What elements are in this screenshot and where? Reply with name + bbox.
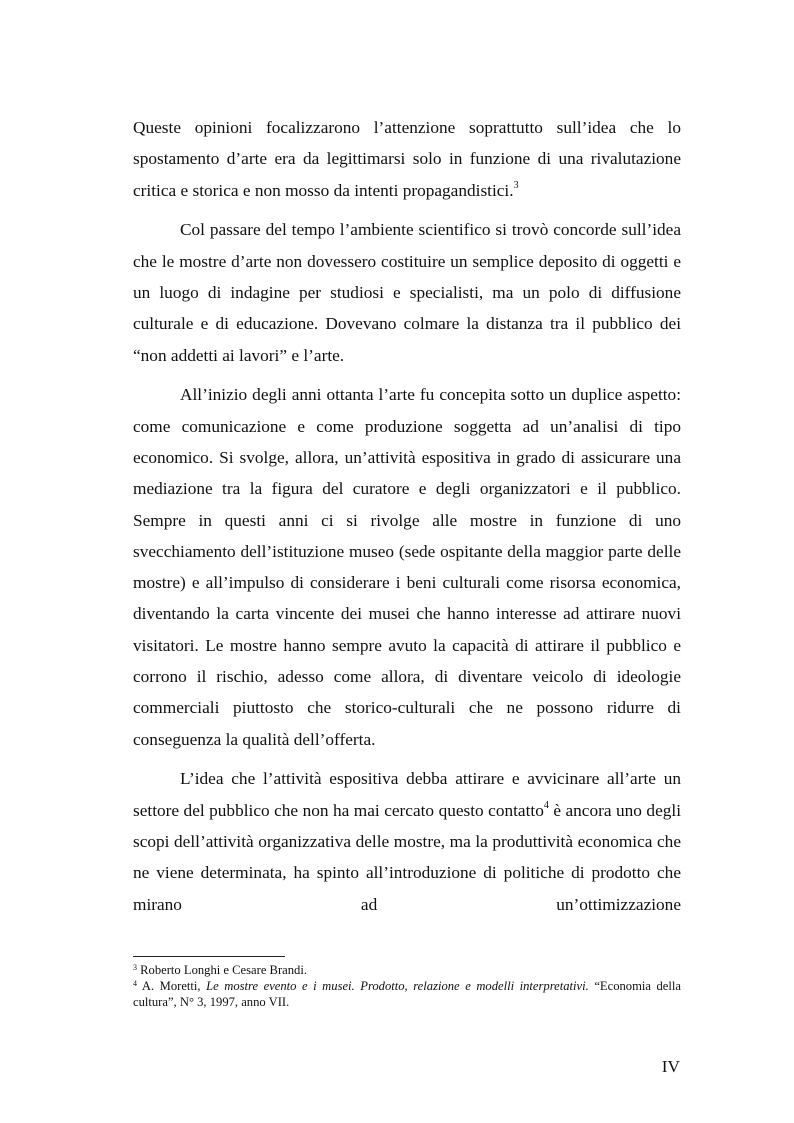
footnote-number: 3 bbox=[133, 963, 137, 972]
footnote-text: Roberto Longhi e Cesare Brandi. bbox=[140, 963, 307, 977]
footnotes bbox=[133, 963, 681, 1011]
paragraph-4: L’idea che l’attività espositiva debba attirare e avvicinare all’arte un settore del pubblico che non ha mai cercato questo contatto$^4$ è ancora uno degli scopi dell’attività organizzativa delle mostre, ma la produttività economica che ne viene determinata, ha spinto all’introduzione di politiche di prodotto che mirano ad un’ottimizzazione bbox=[133, 769, 681, 914]
paragraph-3: All’inizio degli anni ottanta l’arte fu concepita sotto un duplice aspetto: come comunicazione e come produzione soggetta ad un’analisi di tipo economico. Si svolge, allora, un’attività espositiva in grado di assicurare una mediazione tra la figura del curatore e degli organizzatori e il pubblico. Sempre in questi anni ci si rivolge alle mostre in funzione di uno svecchiamento dell’istituzione museo (sede ospitante della maggior parte delle mostre) e all’impulso di considerare i beni culturali come risorsa economica, diventando la carta vincente dei musei che hanno interesse ad attirare nuovi visitatori. Le mostre hanno sempre avuto la capacità di attirare il pubblico e corrono il rischio, adesso come allora, di diventare veicolo di ideologie commerciali piuttosto che storico-culturali che ne possono ridurre di conseguenza la qualità dell’offerta. bbox=[133, 385, 681, 749]
footnote-4 bbox=[133, 979, 681, 1010]
footnote-3 bbox=[133, 963, 681, 978]
footnote-ref-4[interactable]: 4 bbox=[543, 799, 549, 811]
footnote-ref-3[interactable]: 3 bbox=[513, 179, 519, 191]
footnote-suffix: “Economia della cultura”, N° 3, 1997, anno VII. bbox=[133, 979, 681, 1009]
paragraph-2: Col passare del tempo l’ambiente scientifico si trovò concorde sull’idea che le mostre d’arte non dovessero costituire un semplice deposito di oggetti e un luogo di indagine per studiosi e specialisti, ma un polo di diffusione culturale e di educazione. Dovevano colmare la distanza tra il pubblico dei “non addetti ai lavori” e l’arte. bbox=[133, 220, 681, 365]
page-number: IV bbox=[661, 1057, 680, 1076]
footnote-title: Le mostre evento e i musei. Prodotto, relazione e modelli interpretativi. bbox=[206, 979, 589, 994]
paragraph-1: Queste opinioni focalizzarono l’attenzione soprattutto sull’idea che lo spostamento d’arte era da legittimarsi solo in funzione di una rivalutazione critica e storica e non mosso da intenti propagandistici.$^3$ bbox=[133, 118, 681, 200]
footnote-separator bbox=[133, 956, 285, 957]
body-text bbox=[133, 112, 681, 928]
footnote-prefix: A. Moretti, bbox=[141, 979, 207, 994]
footnote-number: 4 bbox=[133, 979, 137, 989]
